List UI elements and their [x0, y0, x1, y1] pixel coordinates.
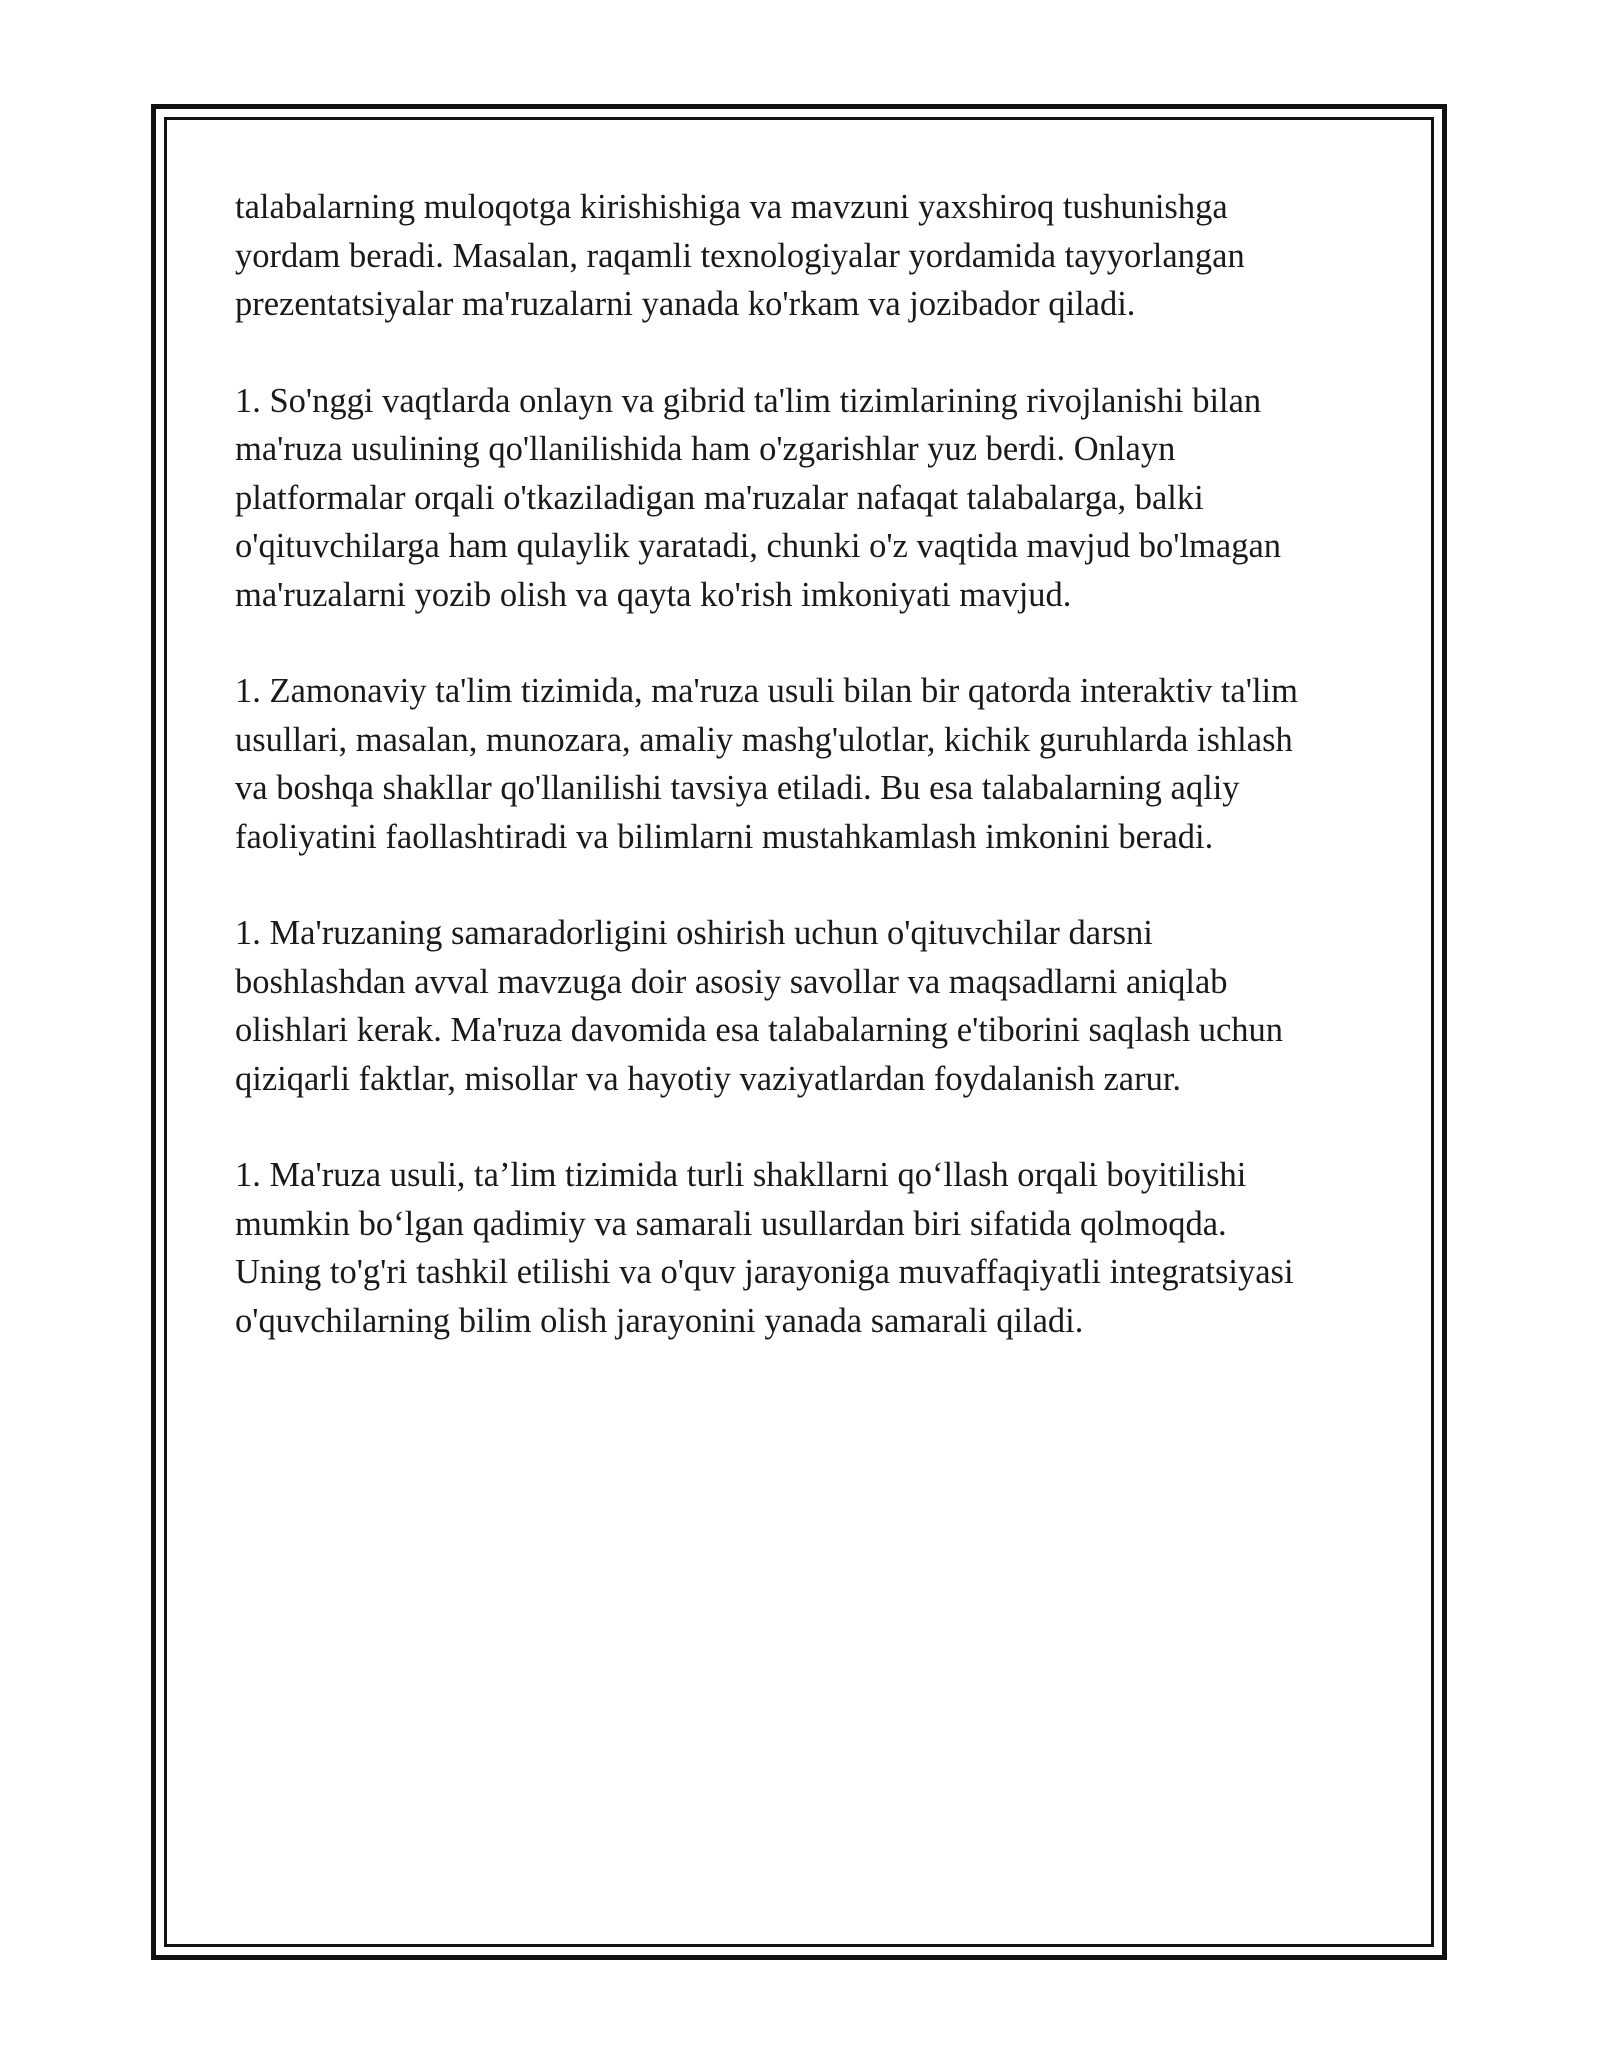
text-line: va boshqa shakllar qo'llanilishi tavsiya etiladi. Bu esa talabalarning aqliy	[235, 769, 1240, 807]
paragraph-interactive-methods	[235, 667, 1375, 861]
paragraph-effectiveness	[235, 909, 1375, 1103]
text-line: prezentatsiyalar ma'ruzalarni yanada ko'rkam va jozibador qiladi.	[235, 285, 1136, 323]
text-line: platformalar orqali o'tkaziladigan ma'ruzalar nafaqat talabalarga, balki	[235, 478, 1204, 517]
text-line: qiziqarli faktlar, misollar va hayotiy vaziyatlardan foydalanish zarur.	[235, 1059, 1182, 1098]
paragraph-conclusion	[235, 1151, 1375, 1345]
text-line: 1. Ma'ruza usuli, ta’lim tizimida turli shakllarni qo‘llash orqali boyitilishi	[235, 1156, 1247, 1194]
text-line: 1. Ma'ruzaning samaradorligini oshirish uchun o'qituvchilar darsni	[235, 914, 1153, 952]
text-line: olishlari kerak. Ma'ruza davomida esa talabalarning e'tiborini saqlash uchun	[235, 1011, 1284, 1049]
text-line: ma'ruza usulining qo'llanilishida ham o'zgarishlar yuz berdi. Onlayn	[235, 430, 1176, 468]
text-line: yordam beradi. Masalan, raqamli texnologiyalar yordamida tayyorlangan	[235, 236, 1245, 275]
text-line: talabalarning muloqotga kirishishiga va mavzuni yaxshiroq tushunishga	[235, 188, 1228, 226]
text-line: o'quvchilarning bilim olish jarayonini yanada samarali qiladi.	[235, 1301, 1084, 1340]
text-line: ma'ruzalarni yozib olish va qayta ko'rish imkoniyati mavjud.	[235, 575, 1072, 614]
text-line: Uning to'g'ri tashkil etilishi va o'quv jarayoniga muvaffaqiyatli integratsiyasi	[235, 1253, 1294, 1291]
text-line: mumkin bo‘lgan qadimiy va samarali usullardan biri sifatida qolmoqda.	[235, 1204, 1227, 1243]
text-line: o'qituvchilarga ham qulaylik yaratadi, chunki o'z vaqtida mavjud bo'lmagan	[235, 527, 1282, 565]
paragraph-online-hybrid	[235, 377, 1375, 620]
text-line: faoliyatini faollashtiradi va bilimlarni mustahkamlash imkonini beradi.	[235, 817, 1214, 856]
text-line: usullari, masalan, munozara, amaliy mashg'ulotlar, kichik guruhlarda ishlash	[235, 720, 1293, 759]
text-line: 1. So'nggi vaqtlarda onlayn va gibrid ta'lim tizimlarining rivojlanishi bilan	[235, 381, 1262, 420]
text-line: boshlashdan avval mavzuga doir asosiy savollar va maqsadlarni aniqlab	[235, 962, 1228, 1001]
document-body	[235, 183, 1375, 1393]
text-line: 1. Zamonaviy ta'lim tizimida, ma'ruza usuli bilan bir qatorda interaktiv ta'lim	[235, 672, 1298, 710]
paragraph-intro	[235, 183, 1375, 329]
